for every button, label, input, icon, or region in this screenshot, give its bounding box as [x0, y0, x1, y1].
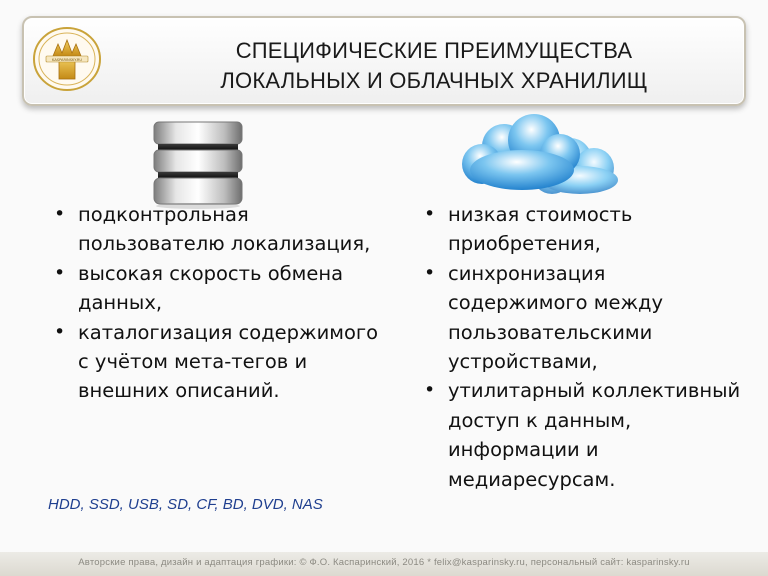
cloud-storage-column — [420, 200, 750, 494]
bullet-icon: • — [424, 261, 436, 284]
list-item — [420, 200, 750, 259]
list-item — [420, 259, 750, 377]
database-server-icon — [150, 118, 246, 210]
list-item — [50, 200, 380, 259]
bullet-text: высокая скорость обмена данных, — [78, 261, 344, 315]
db-disk-1 — [154, 122, 242, 144]
bullet-icon: • — [54, 320, 66, 343]
bullet-icon: • — [424, 203, 436, 225]
title-line-1: СПЕЦИФИЧЕСКИЕ ПРЕИМУЩЕСТВА — [235, 38, 633, 63]
title-line-2: ЛОКАЛЬНЫХ И ОБЛАЧНЫХ ХРАНИЛИЩ — [220, 68, 648, 93]
bullet-text: каталогизация содержимого с учётом мета-тегов и внешних описаний. — [78, 320, 379, 403]
local-benefits-list — [50, 200, 380, 406]
local-storage-column — [50, 200, 380, 406]
copyright-text: Авторские права, дизайн и адаптация графики: © Ф.О. Каспаринский, 2016 * felix@kasparinsky.ru, персональный сайт: kasparinsky.ru — [78, 557, 690, 568]
bullet-icon: • — [54, 261, 66, 284]
title-banner — [22, 16, 746, 106]
cloud-benefits-list — [420, 200, 750, 494]
crown-emblem-icon — [32, 26, 102, 96]
cloud-front — [462, 114, 580, 190]
media-types-text: HDD, SSD, USB, SD, CF, BD, DVD, NAS — [48, 496, 323, 513]
list-item — [420, 376, 750, 494]
bullet-text: низкая стоимость приобретения, — [448, 203, 633, 256]
bullet-icon: • — [424, 379, 436, 402]
svg-text:KASPARINSKY.RU: KASPARINSKY.RU — [52, 57, 82, 62]
db-disk-2 — [154, 150, 242, 172]
list-item — [50, 318, 380, 406]
footer-bar — [0, 552, 768, 576]
cloud-icon — [452, 110, 624, 200]
bullet-text: подконтрольная пользователю локализация, — [78, 203, 371, 256]
bullet-text: утилитарный коллективный доступ к данным, информации и медиаресурсам. — [448, 379, 741, 491]
bullet-text: синхронизация содержимого между пользовательскими устройствами, — [448, 261, 664, 374]
page-title — [154, 36, 714, 96]
list-item — [50, 259, 380, 318]
bullet-icon: • — [54, 203, 66, 225]
